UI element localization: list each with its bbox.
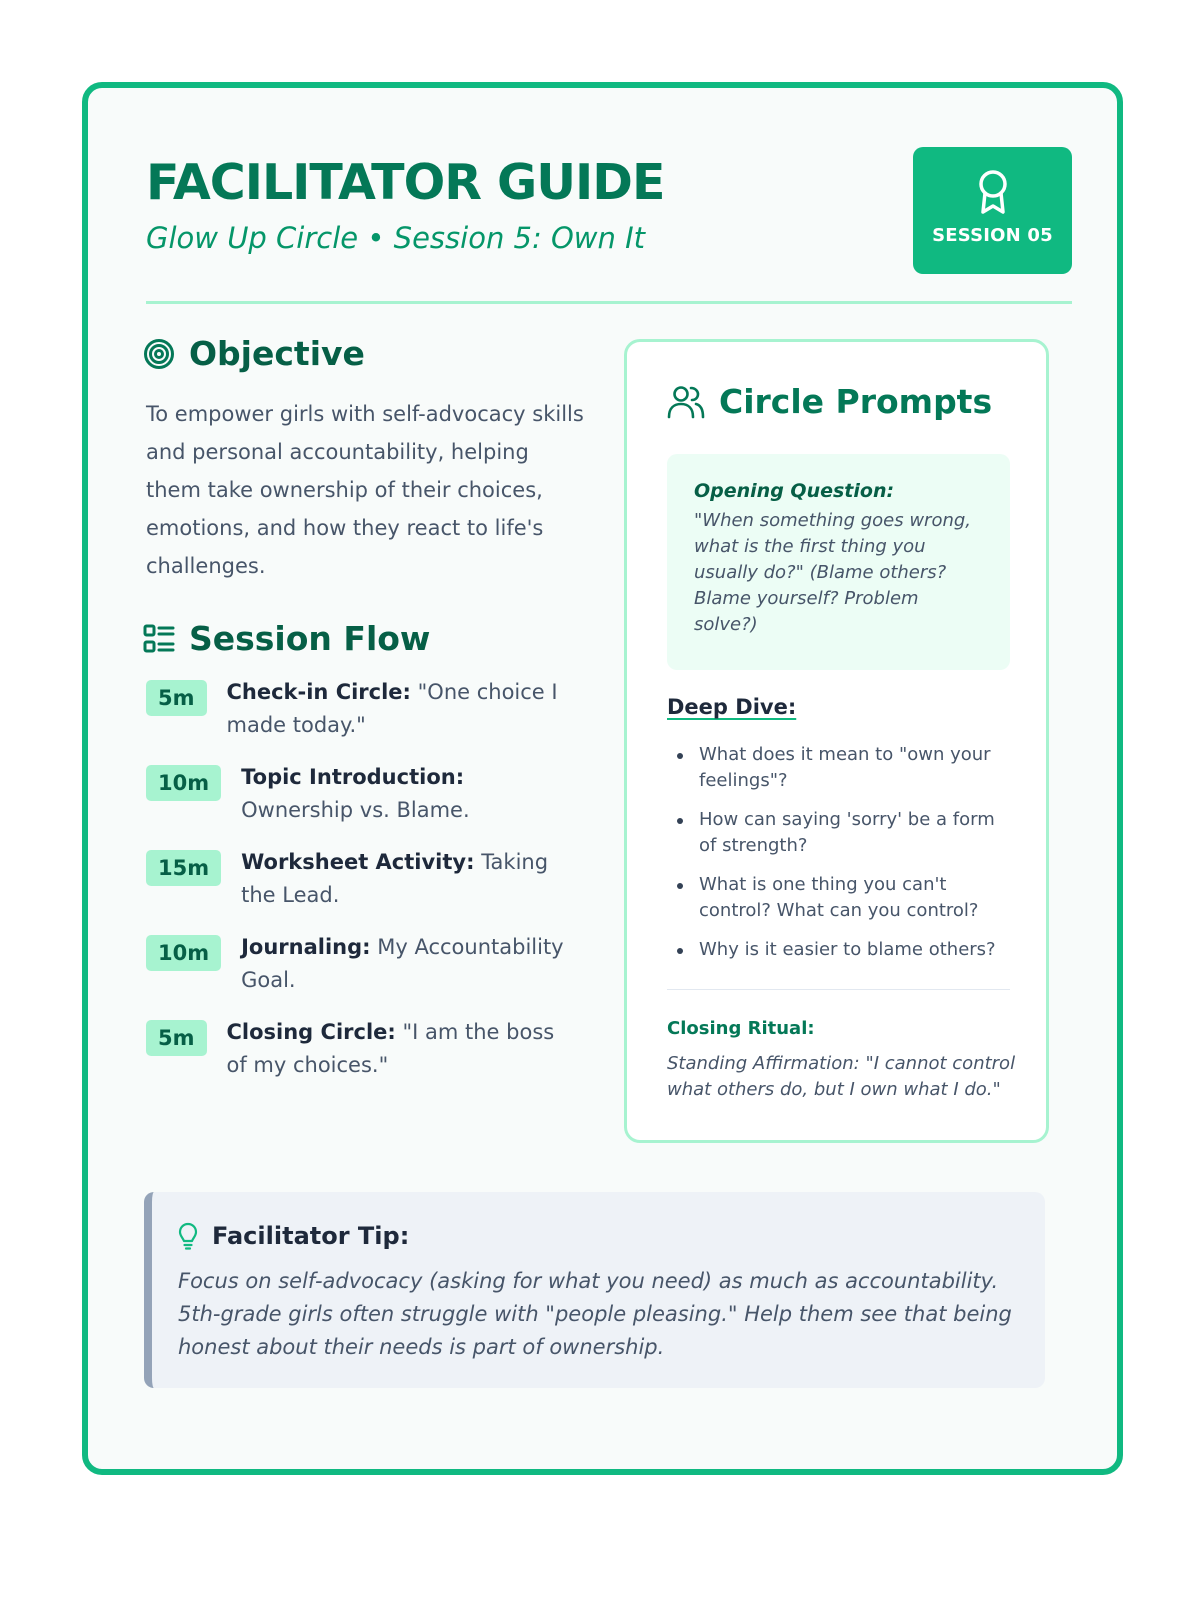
guide-card bbox=[82, 82, 1123, 1475]
closing-ritual-text: Standing Affirmation: "I cannot control what others do, but I own what I do." bbox=[667, 1053, 1016, 1100]
session-flow-item bbox=[146, 931, 581, 997]
flow-item-title: Closing Circle: bbox=[226, 1020, 396, 1044]
circle-prompts-heading-label: Circle Prompts bbox=[719, 382, 993, 421]
page-title: FACILITATOR GUIDE bbox=[146, 154, 665, 211]
time-pill: 5m bbox=[146, 680, 207, 716]
flow-item-text bbox=[241, 846, 581, 912]
time-pill: 15m bbox=[146, 850, 221, 886]
list-item: Why is it easier to blame others? bbox=[667, 937, 1007, 963]
circle-prompts-panel bbox=[624, 339, 1049, 1143]
flow-item-desc: "One choice I made today." bbox=[226, 680, 558, 737]
tip-heading-label: Facilitator Tip: bbox=[212, 1222, 410, 1250]
flow-item-desc: My Accountability Goal. bbox=[241, 935, 564, 992]
flow-item-text bbox=[227, 676, 567, 742]
tip-text: Focus on self-advocacy (asking for what you need) as much as accountability. 5th-grade girls often struggle with "people pleasing." Help them see that being honest about their needs is part of ownership. bbox=[178, 1269, 1012, 1359]
list-item: What is one thing you can't control? What can you control? bbox=[667, 872, 1007, 924]
session-flow-item bbox=[146, 1016, 567, 1082]
opening-question-label: Opening Question: bbox=[694, 480, 895, 502]
flow-item-text bbox=[227, 1016, 567, 1082]
header-divider bbox=[146, 301, 1072, 304]
facilitator-tip bbox=[144, 1192, 1045, 1388]
session-flow-item bbox=[146, 676, 567, 742]
session-flow-heading bbox=[143, 619, 430, 658]
deep-dive-list bbox=[667, 742, 1007, 976]
list-item: What does it mean to "own your feelings"? bbox=[667, 742, 1007, 794]
objective-heading-label: Objective bbox=[189, 334, 365, 373]
flow-item-desc: Ownership vs. Blame. bbox=[241, 798, 470, 822]
target-icon bbox=[143, 338, 175, 370]
list-icon bbox=[143, 623, 175, 655]
users-icon bbox=[667, 383, 705, 421]
time-pill: 10m bbox=[146, 765, 221, 801]
opening-question-text: "When something goes wrong, what is the first thing you usually do?" (Blame others? Blame yourself? Problem solve?) bbox=[694, 510, 972, 635]
session-flow-item bbox=[146, 761, 581, 827]
award-icon bbox=[976, 169, 1010, 215]
flow-item-desc: Taking the Lead. bbox=[241, 850, 549, 907]
prompts-divider bbox=[667, 989, 1010, 990]
flow-item-text bbox=[241, 931, 581, 997]
session-flow-heading-label: Session Flow bbox=[189, 619, 431, 658]
flow-item-title: Topic Introduction: bbox=[241, 765, 465, 789]
page-subtitle: Glow Up Circle • Session 5: Own It bbox=[146, 221, 646, 255]
session-flow-item bbox=[146, 846, 581, 912]
closing-ritual-label: Closing Ritual: bbox=[667, 1018, 815, 1039]
time-pill: 10m bbox=[146, 935, 221, 971]
tip-heading bbox=[178, 1222, 409, 1250]
circle-prompts-heading bbox=[667, 382, 992, 421]
flow-item-title: Journaling: bbox=[241, 935, 371, 959]
session-badge-label: SESSION 05 bbox=[932, 225, 1053, 246]
lightbulb-icon bbox=[178, 1222, 198, 1250]
deep-dive-label: Deep Dive: bbox=[667, 695, 797, 719]
flow-item-text bbox=[241, 761, 581, 827]
flow-item-desc: "I am the boss of my choices." bbox=[226, 1020, 555, 1077]
objective-text: To empower girls with self-advocacy skills and personal accountability, helping them take ownership of their choices, emotions, and how they react to life's challenges. bbox=[146, 402, 584, 578]
list-item: How can saying 'sorry' be a form of strength? bbox=[667, 807, 1007, 859]
time-pill: 5m bbox=[146, 1020, 207, 1056]
opening-question-card bbox=[667, 454, 1010, 670]
flow-item-title: Worksheet Activity: bbox=[241, 850, 475, 874]
session-badge bbox=[913, 147, 1072, 274]
objective-heading bbox=[143, 334, 365, 373]
flow-item-title: Check-in Circle: bbox=[226, 680, 411, 704]
